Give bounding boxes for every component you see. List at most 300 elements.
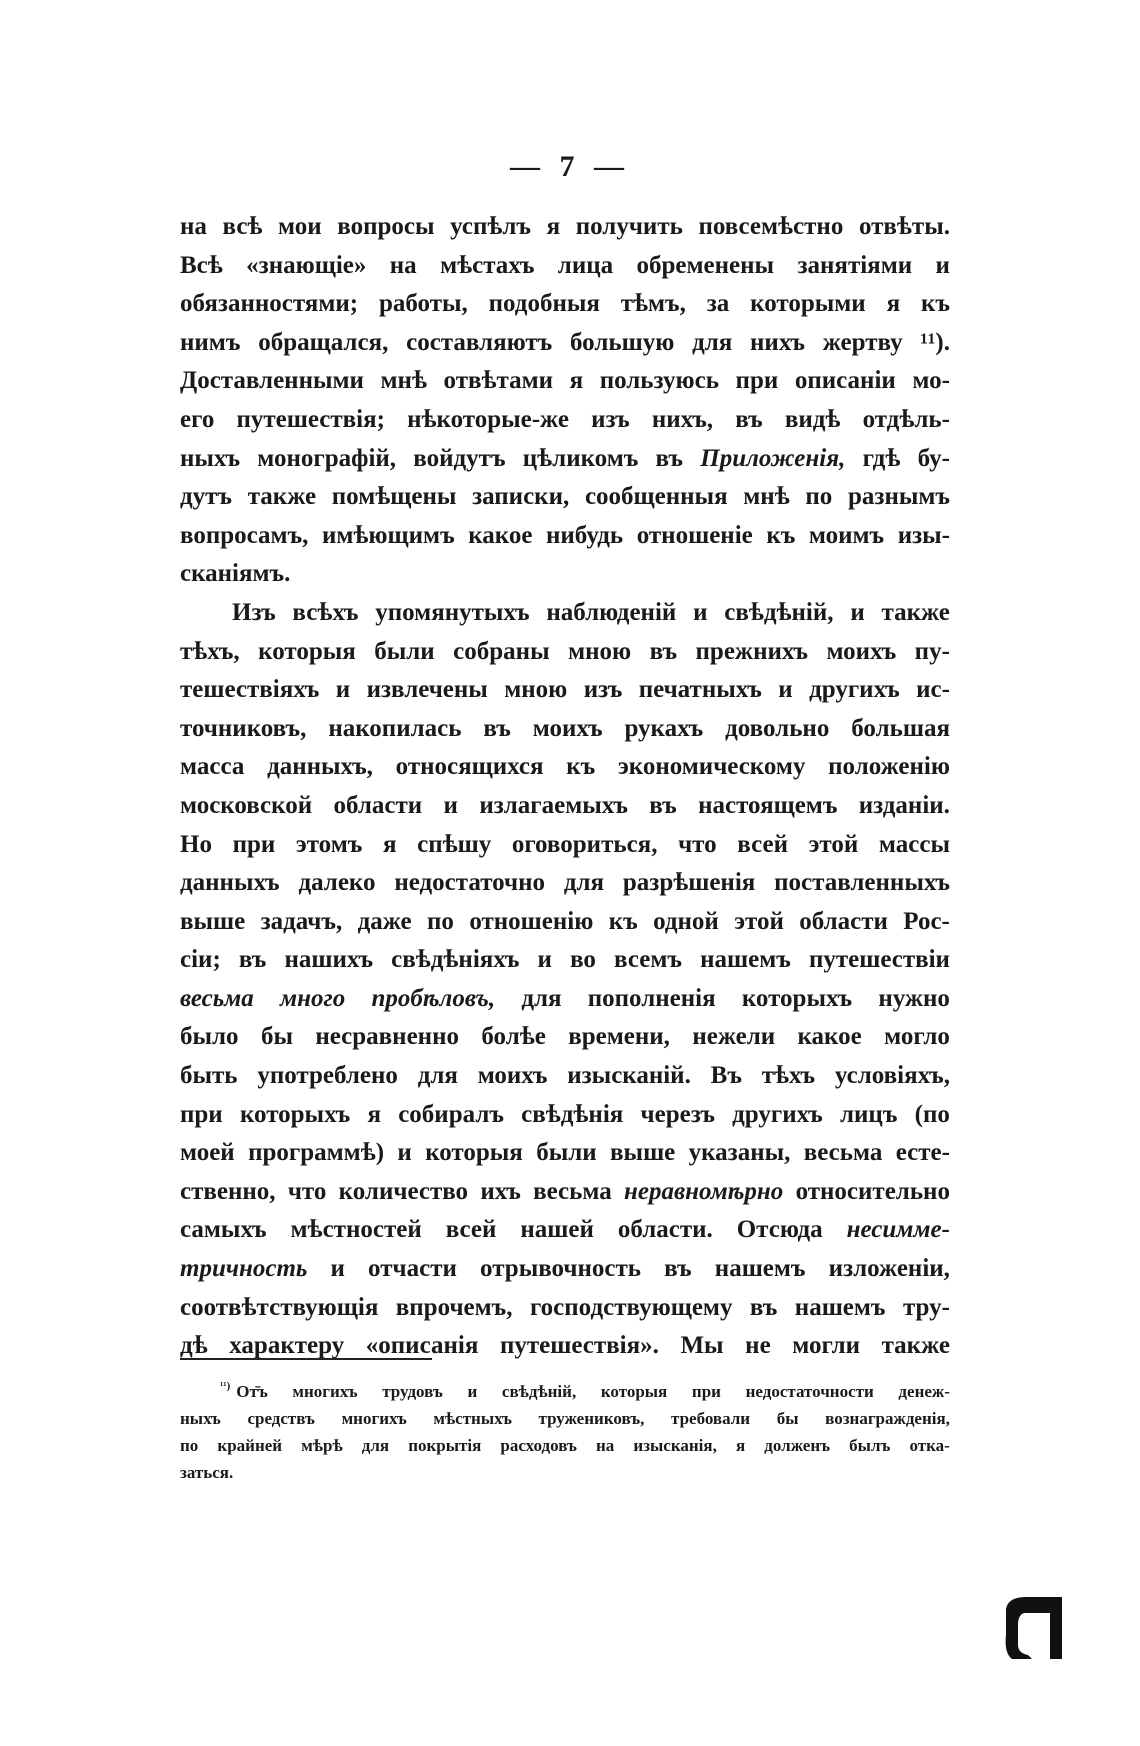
footnote-word: бы: [776, 1409, 799, 1428]
word: жертву: [822, 328, 903, 356]
footnote-word: крайней: [217, 1436, 283, 1455]
word: накопилась: [328, 714, 462, 742]
word: одной: [653, 907, 719, 935]
footnote-word: тружениковъ,: [538, 1409, 645, 1428]
word: составляютъ: [406, 328, 553, 356]
word: масса: [180, 753, 245, 781]
text-line: [180, 1057, 950, 1096]
word: настоящемъ: [698, 791, 838, 819]
word: изданіи.: [858, 791, 950, 819]
footnote-line: [180, 1378, 950, 1405]
word: я: [569, 367, 584, 395]
word: для: [692, 328, 733, 356]
text-line: [180, 555, 950, 594]
text-line: [180, 1289, 950, 1328]
text-line: [180, 1134, 950, 1173]
word: недостаточно: [394, 869, 546, 897]
footnote-word: мѣрѣ: [301, 1436, 343, 1455]
word: къ: [608, 907, 638, 935]
word: на: [389, 251, 417, 279]
word: Всѣ: [180, 251, 223, 279]
word: области: [799, 907, 888, 935]
word: всѣхъ: [292, 598, 359, 626]
text-line: [180, 440, 950, 479]
text-line: [180, 826, 950, 865]
word: условіяхъ,: [834, 1062, 950, 1090]
word: тѣхъ: [761, 1062, 816, 1090]
word: мѣстностей: [290, 1216, 422, 1244]
scan-edge-mark-icon: [1002, 1595, 1066, 1661]
text-line: [180, 1211, 950, 1250]
footnote-word: и: [467, 1382, 478, 1401]
word: Но: [180, 830, 212, 858]
word: большую: [570, 328, 675, 356]
word: могло: [884, 1023, 950, 1051]
word: весьма: [533, 1177, 612, 1205]
emphasized-word: много: [280, 984, 346, 1012]
word: въ: [649, 791, 677, 819]
word: довольно: [725, 714, 830, 742]
word: пу-: [914, 637, 950, 665]
word: нимъ: [180, 328, 241, 356]
word: всей: [445, 1216, 497, 1244]
footnote-word: покрытія: [408, 1436, 482, 1455]
word: упомянутыхъ: [375, 598, 530, 626]
text-line: [180, 941, 950, 980]
emphasized-word: весьма: [180, 984, 254, 1012]
word: изы-: [897, 521, 950, 549]
word: въ: [238, 946, 267, 974]
word: черезъ: [640, 1100, 715, 1128]
word: дѣ: [180, 1332, 208, 1360]
word: работы,: [378, 290, 468, 318]
word: видѣ: [784, 405, 841, 433]
word: сканіямъ.: [180, 560, 291, 588]
word: изысканій.: [567, 1062, 691, 1090]
word: области.: [617, 1216, 713, 1244]
text-line: [180, 362, 950, 401]
emphasized-word: несимме-: [846, 1216, 950, 1244]
word: прежнихъ: [695, 637, 808, 665]
word: этой: [734, 907, 784, 935]
word: относительно: [795, 1177, 950, 1205]
text-line: [180, 864, 950, 903]
word: при: [735, 367, 779, 395]
word: и: [778, 676, 793, 704]
word: собраны: [453, 637, 550, 665]
word: нашей: [520, 1216, 594, 1244]
word: въ: [664, 1255, 692, 1283]
word: цѣликомъ: [522, 444, 639, 472]
word: Отсюда: [736, 1216, 823, 1244]
word: тѣхъ,: [180, 637, 240, 665]
word: какое: [468, 521, 533, 549]
word: мнѣ: [743, 483, 790, 511]
word: моихъ: [477, 1062, 548, 1090]
word: отвѣты.: [858, 213, 950, 240]
word: обременены: [636, 251, 775, 279]
footnote-word: я: [735, 1436, 746, 1455]
word: тру-: [902, 1293, 950, 1321]
text-line: [180, 1096, 950, 1135]
emphasized-word: неравномѣрно: [624, 1177, 784, 1205]
footnote-word: свѣдѣній,: [501, 1382, 577, 1401]
footnote-marker: ¹¹): [220, 1380, 231, 1392]
word: несравненно: [315, 1023, 459, 1051]
word: успѣлъ: [450, 213, 531, 240]
word: господствующему: [529, 1293, 733, 1321]
word: во: [570, 946, 596, 974]
word: указаны,: [688, 1139, 791, 1167]
word: массы: [878, 830, 950, 858]
word: сообщенныя: [584, 483, 728, 511]
word: свѣдѣній,: [724, 598, 834, 626]
word: разнымъ: [848, 483, 950, 511]
word: которыхъ: [741, 984, 853, 1012]
word: на: [180, 213, 207, 240]
footnote-word: долженъ: [764, 1436, 831, 1455]
word: быть: [180, 1062, 238, 1090]
word: и: [693, 598, 708, 626]
word: тѣмъ,: [620, 290, 686, 318]
footnote-line: [180, 1432, 950, 1459]
word: данныхъ,: [267, 753, 373, 781]
word: отношеніе: [636, 521, 753, 549]
footnotes: [180, 1378, 950, 1486]
emphasized-word: пробѣловъ,: [371, 984, 496, 1012]
word: изложеніи,: [828, 1255, 950, 1283]
word: относящихся: [395, 753, 544, 781]
word: по: [805, 483, 833, 511]
footnote-word: недостаточности: [745, 1382, 874, 1401]
footnote-word: средствъ: [247, 1409, 315, 1428]
word: помѣщены: [331, 483, 457, 511]
word: нихъ: [750, 328, 805, 356]
word: Въ: [710, 1062, 742, 1090]
page-number: — 7 —: [510, 150, 630, 183]
word: и: [935, 251, 950, 279]
word: нужно: [878, 984, 950, 1012]
word: ственно,: [180, 1177, 276, 1205]
word: ¹¹).: [920, 328, 950, 356]
word: изъ: [583, 676, 623, 704]
word: въ: [749, 1293, 778, 1321]
word: выше: [610, 1139, 676, 1167]
text-line: [180, 247, 950, 286]
word: мо-: [912, 367, 950, 395]
word: поставленныхъ: [774, 869, 950, 897]
footnote-word: на: [596, 1436, 615, 1455]
word: нибудь: [546, 521, 624, 549]
word: и: [397, 1139, 412, 1167]
word: излагаемыхъ: [479, 791, 628, 819]
word: также: [881, 598, 950, 626]
word: всѣ: [222, 213, 263, 240]
word: (по: [914, 1100, 950, 1128]
word: печатныхъ: [638, 676, 762, 704]
word: отдѣль-: [862, 405, 950, 433]
text-line: [180, 517, 950, 556]
footnote-lead: [220, 1378, 268, 1405]
word: и: [330, 1255, 345, 1283]
word: самыхъ: [180, 1216, 267, 1244]
word: нашемъ: [714, 1255, 806, 1283]
footnote-word: вознагражденія,: [825, 1409, 950, 1428]
footnote-word: для: [361, 1436, 390, 1455]
word: которыя: [425, 1139, 523, 1167]
word: этомъ: [295, 830, 363, 858]
word: войдутъ: [413, 444, 506, 472]
word: описаніи: [794, 367, 896, 395]
word: лица: [557, 251, 614, 279]
word: этой: [808, 830, 859, 858]
word: отрывочность: [480, 1255, 642, 1283]
footnote-word: заться.: [180, 1463, 234, 1482]
word: отвѣтами: [443, 367, 554, 395]
word: большая: [851, 714, 950, 742]
word: данныхъ: [180, 869, 280, 897]
word: ис-: [916, 676, 950, 704]
word: мои: [278, 213, 322, 240]
word: нашемъ: [794, 1293, 886, 1321]
word: соотвѣтствующія: [180, 1293, 379, 1321]
footnote-word: по: [180, 1436, 199, 1455]
word: моей: [180, 1139, 235, 1167]
text-line: [180, 594, 950, 633]
text-line: [180, 401, 950, 440]
word: пополненія: [587, 984, 716, 1012]
footnote-line: [180, 1459, 950, 1486]
word: всемъ: [614, 946, 682, 974]
word: бу-: [917, 444, 950, 472]
word: занятіями: [797, 251, 913, 279]
word: для: [563, 869, 605, 897]
text-line: [180, 710, 950, 749]
word: которыя: [258, 637, 356, 665]
footnote-word: трудовъ: [382, 1382, 443, 1401]
footnote-word: мѣстныхъ: [433, 1409, 512, 1428]
word: были: [536, 1139, 597, 1167]
word: для: [521, 984, 562, 1012]
word: рукахъ: [624, 714, 704, 742]
word: къ: [766, 521, 796, 549]
footnote-word: требовали: [671, 1409, 751, 1428]
word: времени,: [568, 1023, 670, 1051]
text-line: [180, 324, 950, 363]
word: извлечены: [366, 676, 488, 704]
word: и: [850, 598, 865, 626]
word: я: [382, 830, 397, 858]
footnote-line: [180, 1405, 950, 1432]
footnote-word: изысканія,: [633, 1436, 717, 1455]
word: дутъ: [180, 483, 233, 511]
footnote-rule: [180, 1358, 432, 1360]
footnote-word: многихъ: [341, 1409, 407, 1428]
word: области: [333, 791, 423, 819]
word: вопросамъ,: [180, 521, 309, 549]
word: монографій,: [257, 444, 397, 472]
word: болѣе: [481, 1023, 546, 1051]
word: мною: [568, 637, 632, 665]
word: весьма: [803, 1139, 883, 1167]
word: Мы: [680, 1332, 724, 1360]
word: въ: [483, 714, 511, 742]
body-text: [180, 208, 950, 1366]
text-line: [180, 478, 950, 517]
word: путешествія;: [236, 405, 385, 433]
word: количество: [338, 1177, 469, 1205]
word: «знающіе»: [246, 251, 367, 279]
word: нихъ,: [651, 405, 714, 433]
word: нашихъ: [284, 946, 374, 974]
word: въ: [649, 637, 678, 665]
word: вопросы: [337, 213, 435, 240]
text-line: [180, 1018, 950, 1057]
word: программѣ): [248, 1139, 385, 1167]
word: получить: [575, 213, 683, 240]
word: нѣкоторые-же: [407, 405, 569, 433]
word: за: [706, 290, 730, 318]
text-line: [180, 748, 950, 787]
word: также: [247, 483, 317, 511]
word: и: [537, 946, 552, 974]
word: я: [886, 290, 901, 318]
word: не: [745, 1332, 771, 1360]
footnote-word: отка-: [909, 1436, 950, 1455]
word: далеко: [298, 869, 376, 897]
word: были: [374, 637, 435, 665]
word: и: [443, 791, 458, 819]
word: записки,: [472, 483, 570, 511]
word: точниковъ,: [180, 714, 307, 742]
word: я: [367, 1100, 381, 1128]
word: мною: [504, 676, 568, 704]
text-line: [180, 633, 950, 672]
word: которыхъ: [239, 1100, 351, 1128]
text-line: [180, 980, 950, 1019]
text-line: [180, 285, 950, 324]
word: оговориться,: [511, 830, 658, 858]
word: имѣющимъ: [321, 521, 455, 549]
footnote-word: денеж-: [898, 1382, 950, 1401]
text-line: [180, 1327, 950, 1366]
word: наблюденій: [546, 598, 677, 626]
word: что: [287, 1177, 327, 1205]
word: экономическому: [617, 753, 806, 781]
text-line: [180, 671, 950, 710]
word: положенію: [828, 753, 950, 781]
word: для: [417, 1062, 458, 1090]
footnote-word: ныхъ: [180, 1409, 221, 1428]
word: ныхъ: [180, 444, 241, 472]
word: обязанностями;: [180, 290, 359, 318]
word: было: [180, 1023, 239, 1051]
word: по: [427, 907, 454, 935]
word: къ: [920, 290, 950, 318]
word: ихъ: [480, 1177, 521, 1205]
word: нашемъ: [700, 946, 791, 974]
word: характеру: [229, 1332, 345, 1360]
word: при: [232, 830, 276, 858]
word: я: [546, 213, 561, 240]
word: изъ: [591, 405, 630, 433]
word: къ: [566, 753, 596, 781]
word: Доставленными: [180, 367, 364, 395]
word: спѣшу: [417, 830, 492, 858]
text-line: [180, 903, 950, 942]
word: моимъ: [808, 521, 885, 549]
word: подобныя: [488, 290, 600, 318]
footnote-word: От̄ъ: [236, 1382, 268, 1401]
word: задачъ,: [260, 907, 343, 935]
emphasized-word: тричность: [180, 1255, 308, 1283]
word: тешествіяхъ: [180, 676, 320, 704]
text-line: [180, 1250, 950, 1289]
word: разрѣшенія: [622, 869, 756, 897]
word: путешествія».: [499, 1332, 659, 1360]
word: бы: [260, 1023, 293, 1051]
footnote-word: многихъ: [292, 1382, 358, 1401]
word: его: [180, 405, 215, 433]
word: обращался,: [258, 328, 389, 356]
word: что: [678, 830, 717, 858]
footnote-word: при: [691, 1382, 721, 1401]
word: въ: [655, 444, 684, 472]
footnote-word: которыя: [600, 1382, 668, 1401]
word: Рос-: [903, 907, 950, 935]
word: при: [180, 1100, 223, 1128]
word: мнѣ: [380, 367, 427, 395]
word: даже: [357, 907, 412, 935]
word: выше: [180, 907, 246, 935]
footnote-word: былъ: [849, 1436, 891, 1455]
word: лицъ: [840, 1100, 898, 1128]
footnote-word: расходовъ: [500, 1436, 577, 1455]
word: Изъ: [232, 598, 276, 626]
word: въ: [735, 405, 763, 433]
word: гдѣ: [862, 444, 901, 472]
word: сіи;: [180, 946, 221, 974]
word: пользуюсь: [599, 367, 719, 395]
emphasized-word: Приложенія,: [700, 444, 846, 472]
word: всей: [737, 830, 788, 858]
word: какое: [797, 1023, 862, 1051]
word: нежели: [692, 1023, 776, 1051]
word: моихъ: [532, 714, 603, 742]
word: впрочемъ,: [395, 1293, 513, 1321]
word: есте-: [895, 1139, 950, 1167]
word: и: [335, 676, 351, 704]
word: свѣдѣнія: [521, 1100, 624, 1128]
word: употреблено: [257, 1062, 398, 1090]
word: моихъ: [826, 637, 897, 665]
word: отношенію: [469, 907, 594, 935]
word: свѣдѣніяхъ: [391, 946, 520, 974]
word: мѣстахъ: [440, 251, 535, 279]
word: собиралъ: [398, 1100, 504, 1128]
word: могли: [792, 1332, 860, 1360]
word: другихъ: [732, 1100, 823, 1128]
word: повсемѣстно: [698, 213, 844, 240]
word: московской: [180, 791, 313, 819]
word: также: [881, 1332, 950, 1360]
word: «описанія: [365, 1332, 479, 1360]
text-line: [180, 208, 950, 247]
text-line: [180, 1173, 950, 1212]
word: которыми: [750, 290, 866, 318]
text-line: [180, 787, 950, 826]
word: отчасти: [368, 1255, 457, 1283]
